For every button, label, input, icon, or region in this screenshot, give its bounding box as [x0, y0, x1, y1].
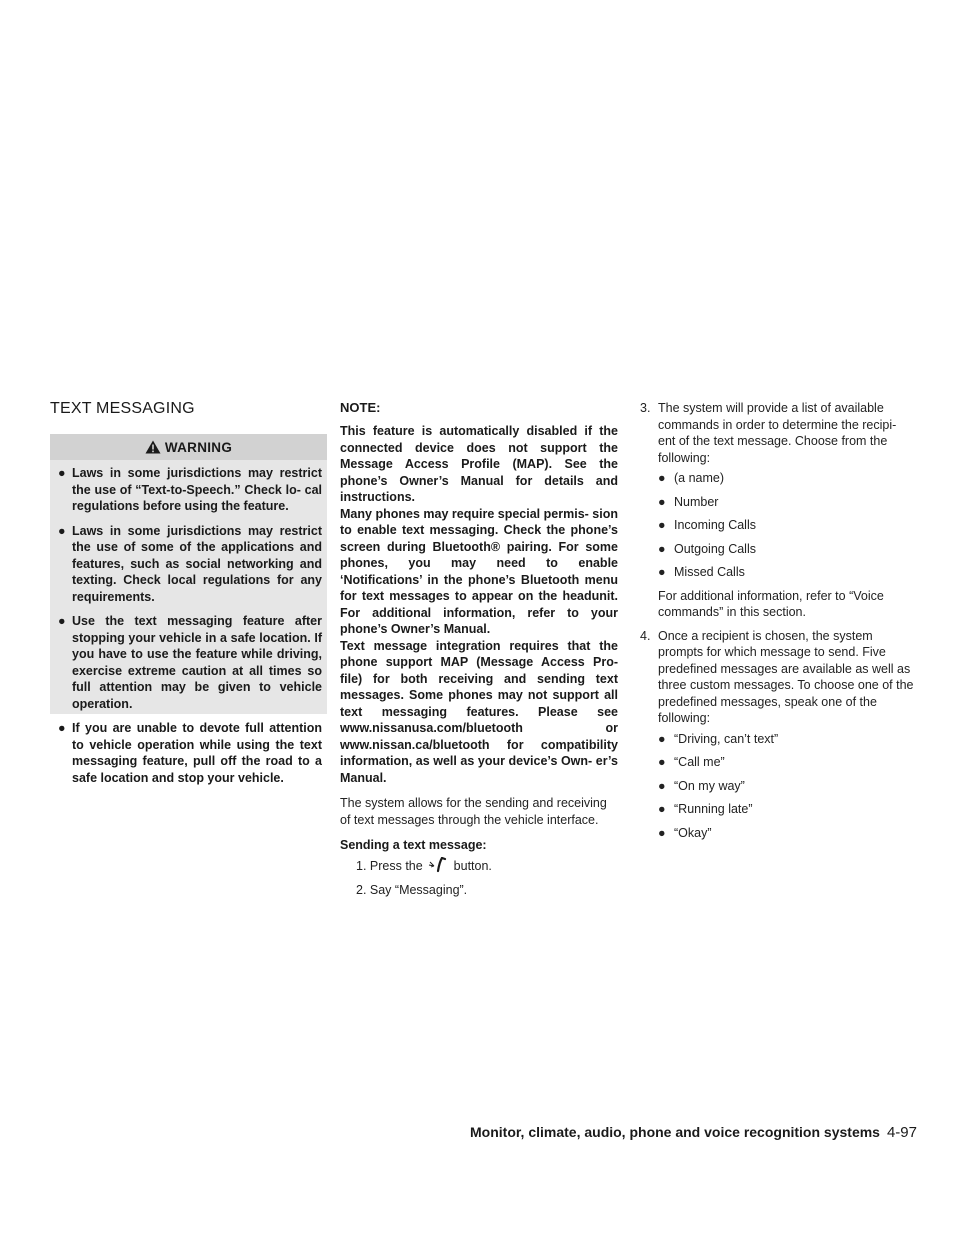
note-paragraph: Many phones may require special permis- sion to enable text messaging. Check the phone’s screen during Bluetooth® pairing. For some phones, you may need to enable ‘Notifications’ in the phone’s Bluetooth menu for text messages to appear on the headunit. For additional information, refer to your phone’s Owner’s Manual.: [340, 506, 618, 636]
note-title: NOTE:: [340, 400, 381, 415]
page-footer: [470, 1124, 917, 1141]
bullet-icon: ●: [658, 778, 666, 793]
warning-list: [50, 460, 327, 786]
list-item: ● Incoming Calls: [658, 518, 756, 532]
list-item: ● “Running late”: [658, 802, 753, 816]
step-3: 3. The system will provide a list of available commands in order to determine the recipi- ent of the text message. Choose from the following: ● (a name) ● Number ● Incoming Calls ● Outgoing Calls ● Missed Calls For additional information, refer to “Voice commands” in this section.: [640, 400, 915, 621]
page-number: 4-97: [886, 1124, 917, 1141]
list-item: ● “On my way”: [658, 778, 745, 793]
warning-icon: [145, 440, 161, 454]
bullet-icon: ●: [58, 721, 66, 735]
steps-list: [340, 857, 618, 898]
bullet-icon: ●: [658, 565, 666, 579]
warning-label: WARNING: [164, 439, 233, 455]
bullet-icon: ●: [658, 755, 666, 769]
intro-text: The system allows for the sending and receiving of text messages through the vehicle interface.: [340, 796, 607, 827]
warning-item: ● Laws in some jurisdictions may restrict the use of some of the applications and features, such as social networking and texting. Check local regulations for any requirements.: [58, 523, 322, 604]
bullet-icon: ●: [58, 523, 66, 538]
column-middle: [340, 400, 618, 905]
bullet-icon: ●: [658, 731, 666, 746]
warning-item: ● Laws in some jurisdictions may restrict the use of “Text-to-Speech.” Check lo- cal regulations before using the feature.: [58, 466, 322, 513]
list-item: ● (a name): [658, 471, 725, 485]
bullet-icon: ●: [58, 466, 66, 480]
note-paragraph: This feature is automatically disabled if the connected device does not support the Message Access Profile (MAP). See the phone’s Owner’s Manual for details and instructions.: [340, 424, 618, 504]
list-item: ● “Call me”: [658, 755, 725, 769]
bullet-icon: ●: [658, 471, 666, 485]
sending-heading: Sending a text message:: [340, 838, 487, 852]
message-options: [658, 731, 915, 842]
list-item: ● “Okay”: [658, 825, 712, 840]
step-4: 4. Once a recipient is chosen, the system prompts for which message to send. Five predefined messages are available as well as three custom messages. To choose one of the predefined messages, speak one of the following: ● “Driving, can’t text” ● “Call me” ● “On my way” ● “Running late” ● “Okay”: [640, 628, 914, 840]
bullet-icon: ●: [58, 614, 66, 628]
list-item: ● Outgoing Calls: [658, 541, 756, 556]
page-title: TEXT MESSAGING: [50, 400, 195, 417]
footer-section-title: Monitor, climate, audio, phone and voice recognition systems: [470, 1124, 880, 1140]
note-paragraph: Text message integration requires that the phone support MAP (Message Access Pro- file) for both receiving and sending text messages. Some phones may not support all text messaging features. Please see www.nissanusa.com/bluetooth or www.nissan.ca/bluetooth for compatibility information, as well as your device’s Own- er’s Manual.: [340, 638, 618, 785]
bullet-icon: ●: [658, 825, 666, 840]
list-item: ● Missed Calls: [658, 565, 745, 579]
bullet-icon: ●: [658, 802, 666, 816]
bullet-icon: ●: [658, 518, 666, 532]
warning-item: ● Use the text messaging feature after stopping your vehicle in a safe location. If you have to use the feature while driving, exercise extreme caution at all times so full attention may be given to vehicle operation.: [58, 614, 322, 711]
list-item: ● Number: [658, 494, 719, 509]
warning-item: ● If you are unable to devote full attention to vehicle operation while using the text messaging feature, pull off the road to a safe location and stop your vehicle.: [58, 721, 322, 785]
warning-box: [50, 434, 327, 785]
step-2: 2. Say “Messaging”.: [356, 882, 468, 897]
bullet-icon: ●: [658, 541, 666, 556]
warning-header: [50, 434, 327, 460]
column-right: [640, 400, 915, 848]
step-3-note: For additional information, refer to “Voice commands” in this section.: [658, 588, 884, 619]
list-item: ● “Driving, can’t text”: [658, 731, 779, 746]
step-1: 1. Press the button.: [356, 859, 492, 873]
bullet-icon: ●: [658, 494, 666, 509]
voice-talk-icon: [428, 857, 448, 873]
recipient-options: [658, 470, 915, 581]
